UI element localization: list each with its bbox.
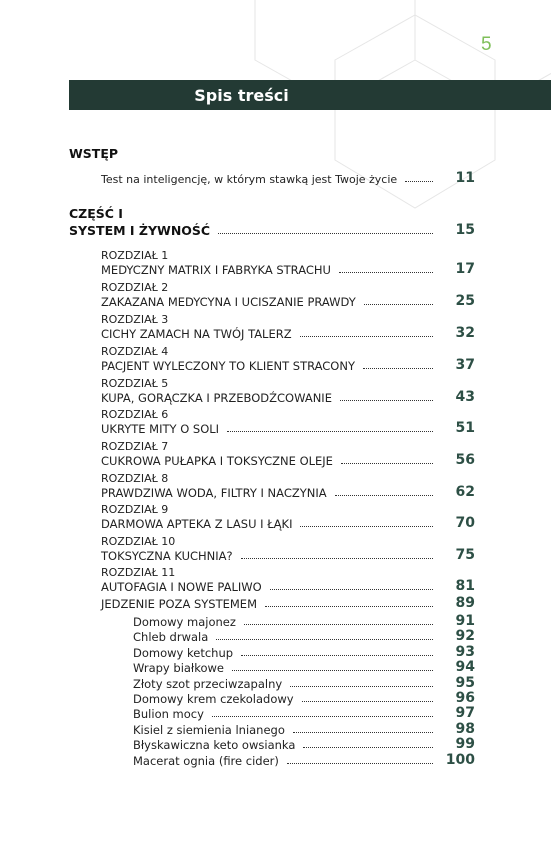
chapter-title: KUPA, GORĄCZKA I PRZEBODŹCOWANIE: [101, 391, 332, 405]
dot-leader: [227, 431, 433, 432]
chapter-page: 56: [455, 452, 475, 468]
recipe-page: 91: [455, 613, 475, 629]
toc-entry-chapter[interactable]: [101, 325, 475, 341]
recipe-page: 99: [455, 736, 475, 753]
toc-entry-recipe[interactable]: [133, 675, 475, 691]
dot-leader: [363, 368, 433, 369]
chapter-title: CUKROWA PUŁAPKA I TOKSYCZNE OLEJE: [101, 454, 333, 468]
chapter-number: ROZDZIAŁ 8: [101, 472, 169, 485]
chapter-title: AUTOFAGIA I NOWE PALIWO: [101, 580, 262, 594]
part-title: SYSTEM I ŻYWNOŚĆ: [69, 223, 211, 238]
toc-entry-chapter[interactable]: [101, 420, 475, 436]
chapter-number: ROZDZIAŁ 5: [101, 377, 169, 390]
dot-leader: [241, 655, 433, 656]
chapter-number: ROZDZIAŁ 1: [101, 249, 169, 262]
dot-leader: [339, 272, 433, 273]
dot-leader: [405, 181, 433, 182]
chapter-page: 62: [455, 484, 475, 500]
appendix-title: JEDZENIE POZA SYSTEMEM: [101, 597, 257, 611]
recipe-label: Domowy krem czekoladowy: [133, 692, 294, 706]
chapter-number: ROZDZIAŁ 9: [101, 503, 169, 516]
intro-heading: WSTĘP: [69, 146, 119, 161]
toc-entry-chapter[interactable]: [101, 515, 475, 531]
entry-page: 11: [455, 170, 475, 186]
dot-leader: [335, 495, 433, 496]
toc-entry-intro[interactable]: [101, 170, 475, 186]
toc-entry-chapter[interactable]: [101, 261, 475, 277]
toc-entry-chapter[interactable]: [101, 452, 475, 468]
chapter-title: UKRYTE MITY O SOLI: [101, 422, 220, 436]
toc-entry-chapter[interactable]: [101, 293, 475, 309]
recipe-page: 95: [455, 674, 475, 691]
chapter-number: ROZDZIAŁ 11: [101, 566, 176, 579]
dot-leader: [300, 526, 433, 527]
dot-leader: [293, 732, 433, 733]
toc-entry-recipe[interactable]: [133, 705, 475, 721]
chapter-page: 43: [455, 389, 475, 405]
dot-leader: [341, 463, 433, 464]
chapter-title: CICHY ZAMACH NA TWÓJ TALERZ: [101, 327, 292, 341]
toc-entry-recipe[interactable]: [133, 721, 475, 737]
dot-leader: [244, 624, 433, 625]
chapter-page: 81: [455, 578, 475, 594]
chapter-page: 25: [455, 293, 475, 309]
entry-label: Test na inteligencję, w którym stawką jest Twoje życie: [101, 173, 398, 186]
recipe-page: 100: [445, 751, 475, 768]
dot-leader: [232, 670, 433, 671]
toc-entry-chapter[interactable]: [101, 484, 475, 500]
dot-leader: [340, 400, 433, 401]
chapter-page: 32: [455, 325, 475, 341]
dot-leader: [270, 589, 433, 590]
recipe-label: Kisiel z siemienia lnianego: [133, 722, 285, 737]
toc-entry-chapter[interactable]: [101, 389, 475, 405]
chapter-number: ROZDZIAŁ 4: [101, 345, 169, 358]
chapter-title: DARMOWA APTEKA Z LASU I ŁĄKI: [101, 517, 293, 531]
toc-entry-recipe[interactable]: [133, 736, 475, 752]
toc-entry-chapter[interactable]: [101, 357, 475, 373]
chapter-number: ROZDZIAŁ 7: [101, 440, 169, 453]
recipe-page: 98: [455, 720, 475, 737]
recipe-page: 92: [455, 628, 475, 645]
toc-entry-recipe[interactable]: [133, 613, 475, 629]
part-page: 15: [455, 222, 475, 238]
recipe-label: Domowy ketchup: [133, 645, 234, 660]
chapter-page: 70: [455, 515, 475, 531]
chapter-page: 51: [455, 420, 475, 436]
chapter-page: 37: [455, 357, 475, 373]
toc-entry-appendix[interactable]: [101, 595, 475, 611]
recipe-page: 96: [455, 690, 475, 706]
recipe-label: Macerat ognia (fire cider): [133, 753, 279, 768]
dot-leader: [218, 233, 433, 234]
chapter-title: TOKSYCZNA KUCHNIA?: [101, 549, 233, 563]
recipe-page: 97: [455, 705, 475, 722]
recipe-label: Bulion mocy: [133, 707, 204, 722]
chapter-title: PRAWDZIWA WODA, FILTRY I NACZYNIA: [101, 486, 327, 500]
dot-leader: [303, 747, 433, 748]
dot-leader: [212, 716, 433, 717]
toc-entry-part[interactable]: [69, 222, 475, 238]
chapter-page: 75: [455, 547, 475, 563]
page-number: 5: [481, 34, 492, 55]
dot-leader: [300, 336, 433, 337]
toc-entry-recipe[interactable]: [133, 659, 475, 675]
recipe-page: 93: [455, 643, 475, 660]
recipe-label: Chleb drwala: [133, 630, 209, 645]
chapter-title: ZAKAZANA MEDYCYNA I UCISZANIE PRAWDY: [101, 295, 356, 309]
chapter-page: 17: [455, 261, 475, 277]
toc-entry-recipe[interactable]: [133, 690, 475, 706]
dot-leader: [241, 558, 433, 559]
recipe-label: Wrapy białkowe: [133, 661, 224, 676]
dot-leader: [290, 686, 433, 687]
recipe-label: Domowy majonez: [133, 615, 236, 629]
dot-leader: [265, 606, 433, 607]
dot-leader: [364, 304, 433, 305]
recipe-page: 94: [455, 659, 475, 676]
chapter-number: ROZDZIAŁ 6: [101, 408, 169, 421]
dot-leader: [287, 763, 433, 764]
toc-entry-recipe[interactable]: [133, 644, 475, 660]
recipe-label: Błyskawiczna keto owsianka: [133, 738, 296, 753]
recipe-label: Złoty szot przeciwzapalny: [133, 676, 283, 691]
appendix-page: 89: [455, 595, 475, 611]
toc-entry-chapter[interactable]: [101, 578, 475, 594]
chapter-number: ROZDZIAŁ 2: [101, 281, 169, 294]
dot-leader: [216, 639, 433, 640]
chapter-number: ROZDZIAŁ 10: [101, 535, 176, 548]
page-title: Spis treści: [194, 86, 289, 105]
part-heading: CZĘŚĆ I: [69, 206, 123, 221]
chapter-title: MEDYCZNY MATRIX I FABRYKA STRACHU: [101, 263, 331, 277]
dot-leader: [302, 701, 433, 702]
toc-entry-recipe[interactable]: [133, 752, 475, 768]
chapter-number: ROZDZIAŁ 3: [101, 313, 169, 326]
toc-entry-chapter[interactable]: [101, 547, 475, 563]
title-bar: [69, 80, 551, 110]
toc-entry-recipe[interactable]: [133, 628, 475, 644]
chapter-title: PACJENT WYLECZONY TO KLIENT STRACONY: [101, 359, 355, 373]
